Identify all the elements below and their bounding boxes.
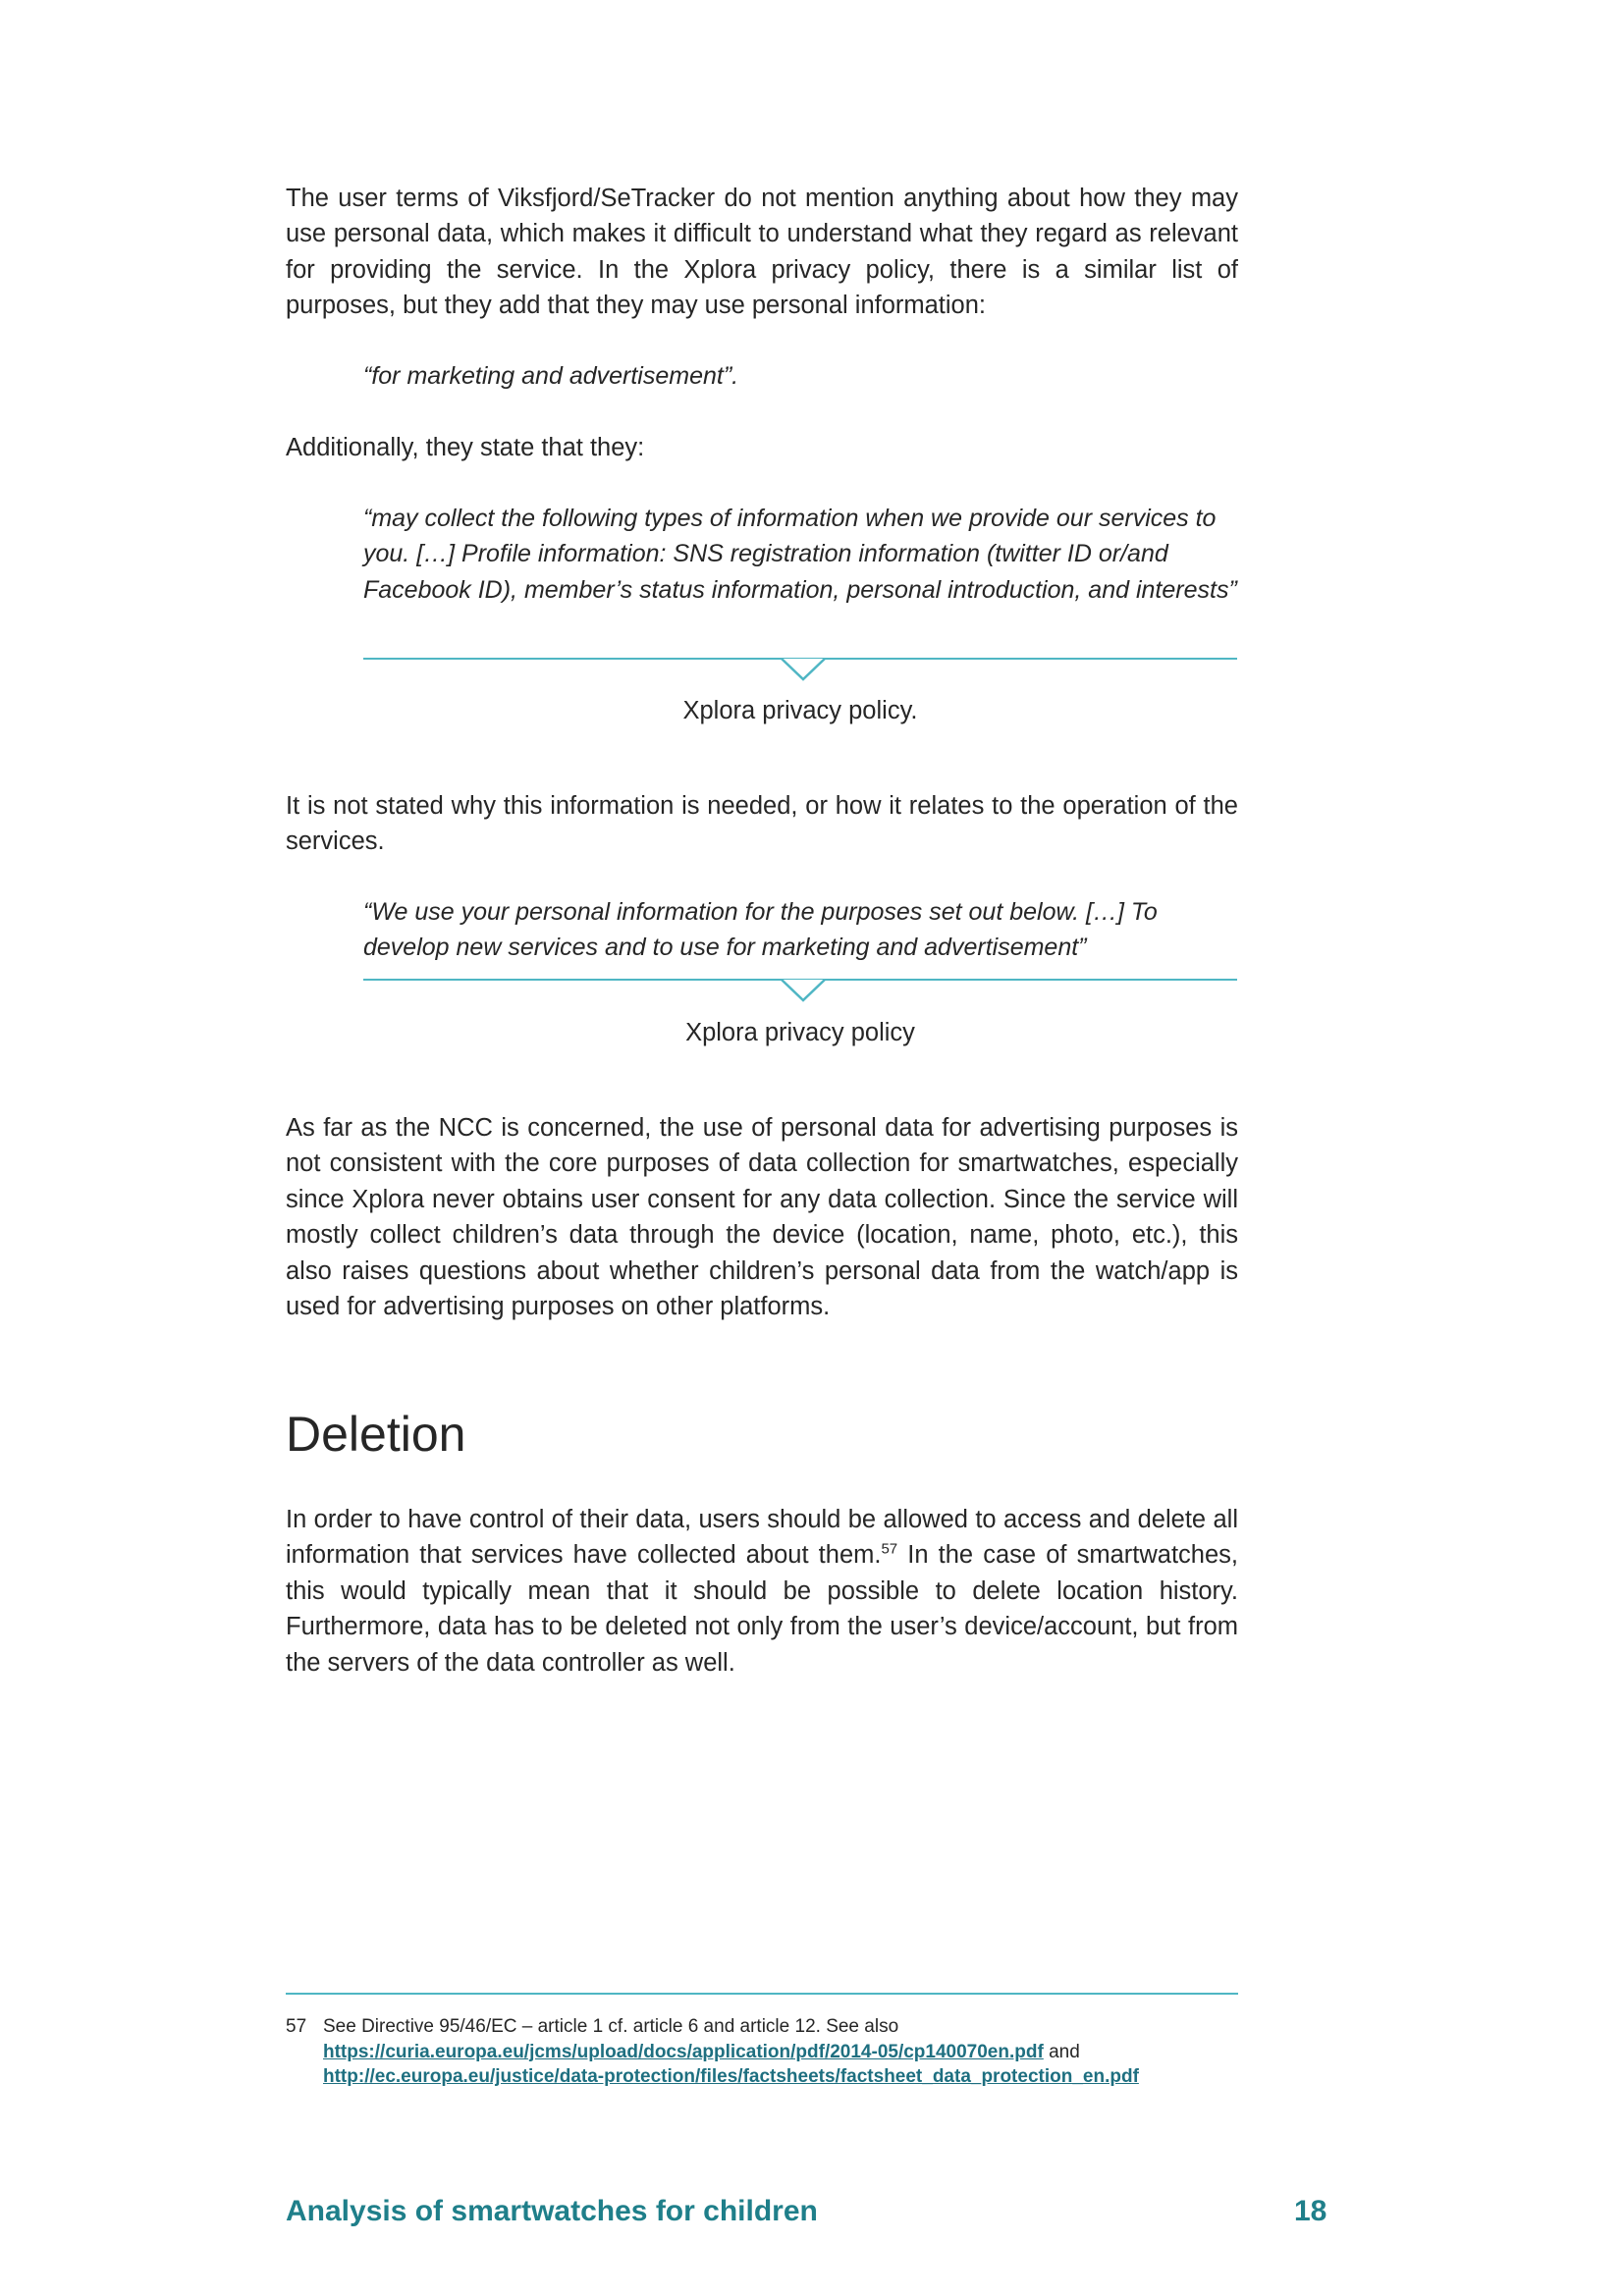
paragraph-deletion-text-cont: In the case of smartwatches, this would typically mean that it should be possible to delete location history. Furthermore, data has to be deleted not only from the user’s device/account, but from the servers of the data controller as well. [286, 1541, 1238, 1677]
page-number: 18 [1294, 2195, 1327, 2227]
footnote-link-ec[interactable]: http://ec.europa.eu/justice/data-protection/files/factsheets/factsheet_data_protection_en.pdf [323, 2066, 1139, 2088]
paragraph-intro: The user terms of Viksfjord/SeTracker do not mention anything about how they may use personal data, which makes it difficult to understand what they regard as relevant for providing the service. In the Xplora privacy policy, there is a similar list of purposes, but they add that they may use personal information: [286, 185, 1238, 320]
quote-marketing: “for marketing and advertisement”. [363, 362, 739, 390]
paragraph-deletion [286, 1502, 1238, 1681]
quote-caret-icon [781, 979, 826, 1002]
paragraph-ncc-concern: As far as the NCC is concerned, the use of personal data for advertising purposes is not consistent with the core purposes of data collection for smartwatches, especially since Xplora never obtains user consent for any data collection. Since the service will mostly collect children’s data through the device (location, name, photo, etc.), this also raises questions about whether children’s personal data from the watch/app is used for advertising purposes on other platforms. [286, 1114, 1238, 1321]
footer-title: Analysis of smartwatches for children [286, 2195, 818, 2227]
footnote-divider [286, 1993, 1238, 1995]
quote-source: Xplora privacy policy. [682, 697, 918, 724]
quote-source: Xplora privacy policy [685, 1019, 915, 1046]
footnote-text [323, 2014, 1266, 2090]
section-heading: Deletion [286, 1407, 466, 1462]
footnote-text-start: See Directive 95/46/EC – article 1 cf. article 6 and article 12. See also [323, 2016, 899, 2037]
quote-caret-icon [781, 658, 826, 681]
footnote-number: 57 [286, 2016, 307, 2037]
paragraph-additionally: Additionally, they state that they: [286, 434, 645, 461]
footnote-reference[interactable]: 57 [881, 1540, 898, 1558]
paragraph-deletion-text: In order to have control of their data, users should be allowed to access and delete all information that services have collected about them. [286, 1506, 1238, 1570]
paragraph-not-stated: It is not stated why this information is needed, or how it relates to the operation of the services. [286, 792, 1238, 856]
quote-purposes: “We use your personal information for the purposes set out below. […] To develop new services and to use for marketing and advertisement” [363, 898, 1158, 962]
quote-profile-information: “may collect the following types of information when we provide our services to you. […] Profile information: SNS registration information (twitter ID or/and Facebook ID), member’s status information, personal introduction, and interests” [363, 505, 1237, 604]
footnote-text-and: and [1043, 2041, 1080, 2062]
footnote-link-curia[interactable]: https://curia.europa.eu/jcms/upload/docs/application/pdf/2014-05/cp140070en.pdf [323, 2041, 1044, 2062]
